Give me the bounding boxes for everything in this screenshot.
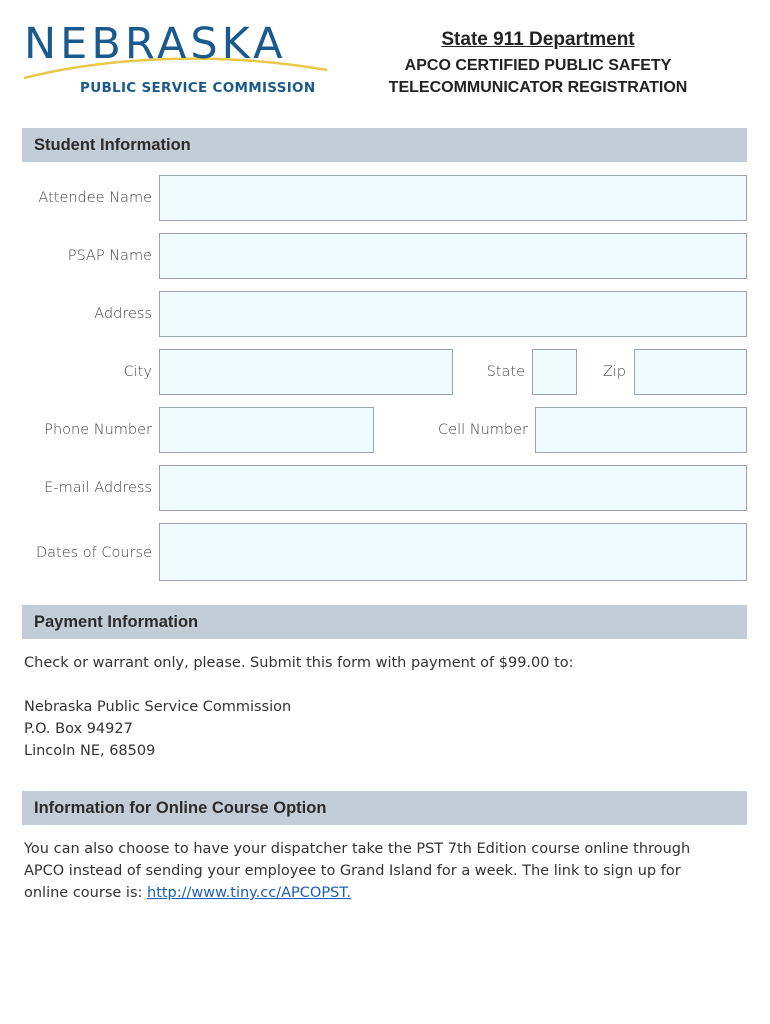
payment-address-line-2: P.O. Box 94927 bbox=[24, 721, 133, 737]
online-course-heading: Information for Online Course Option bbox=[22, 791, 747, 825]
attendee-name-field[interactable] bbox=[159, 175, 747, 221]
zip-field[interactable] bbox=[634, 349, 747, 395]
address-label: Address bbox=[94, 306, 152, 322]
phone-number-field[interactable] bbox=[159, 407, 374, 453]
address-field[interactable] bbox=[159, 291, 747, 337]
page-title: State 911 Department bbox=[441, 29, 635, 50]
city-field[interactable] bbox=[159, 349, 453, 395]
state-field[interactable] bbox=[532, 349, 577, 395]
payment-address-line-1: Nebraska Public Service Commission bbox=[24, 699, 292, 715]
online-course-text-line-2: APCO instead of sending your employee to Grand Island for a week. The link to sign up for bbox=[24, 863, 681, 879]
psap-name-label: PSAP Name bbox=[67, 248, 152, 264]
student-info-heading: Student Information bbox=[22, 128, 747, 162]
psap-name-field[interactable] bbox=[159, 233, 747, 279]
online-course-link-prefix: online course is: bbox=[24, 885, 147, 901]
zip-label: Zip bbox=[602, 364, 626, 380]
nebraska-psc-logo bbox=[22, 18, 332, 102]
cell-number-field[interactable] bbox=[535, 407, 747, 453]
online-course-text-line-3 bbox=[24, 882, 351, 904]
logo-subtitle: PUBLIC SERVICE COMMISSION bbox=[80, 80, 316, 96]
payment-address-line-3: Lincoln NE, 68509 bbox=[24, 743, 156, 759]
logo-wordmark: NEBRASKA bbox=[24, 19, 287, 69]
city-label: City bbox=[123, 364, 152, 380]
email-address-field[interactable] bbox=[159, 465, 747, 511]
payment-info-heading: Payment Information bbox=[22, 605, 747, 639]
email-address-label: E-mail Address bbox=[44, 480, 152, 496]
attendee-name-label: Attendee Name bbox=[38, 190, 152, 206]
page-subtitle bbox=[313, 55, 763, 99]
dates-of-course-field[interactable] bbox=[159, 523, 747, 581]
cell-number-label: Cell Number bbox=[438, 422, 528, 438]
phone-number-label: Phone Number bbox=[44, 422, 152, 438]
apco-pst-link[interactable]: http://www.tiny.cc/APCOPST. bbox=[147, 885, 352, 901]
subtitle-line-1: APCO CERTIFIED PUBLIC SAFETY bbox=[404, 57, 672, 74]
payment-instruction: Check or warrant only, please. Submit this form with payment of $99.00 to: bbox=[24, 655, 574, 671]
subtitle-line-2: TELECOMMUNICATOR REGISTRATION bbox=[388, 79, 688, 96]
state-label: State bbox=[486, 364, 525, 380]
online-course-text-line-1: You can also choose to have your dispatcher take the PST 7th Edition course online through bbox=[24, 841, 691, 857]
dates-of-course-label: Dates of Course bbox=[35, 545, 152, 561]
